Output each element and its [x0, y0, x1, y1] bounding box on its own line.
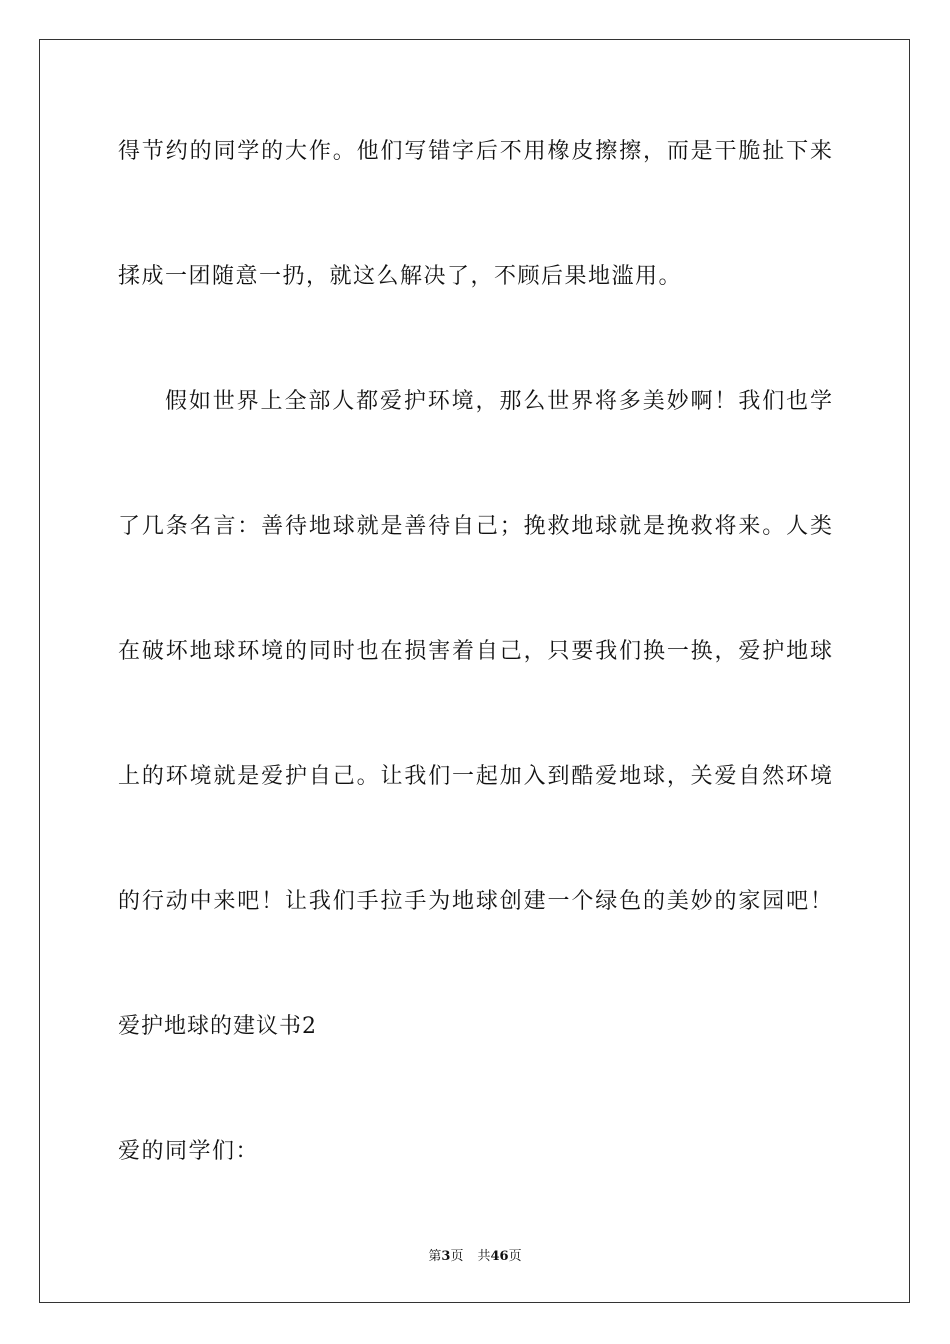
page-suffix: 页 — [450, 1249, 464, 1264]
paragraph-line-5: 在破坏地球环境的同时也在损害着自己，只要我们换一换，爱护地球 — [118, 639, 832, 664]
paragraph-line-7: 的行动中来吧！让我们手拉手为地球创建一个绿色的美妙的家园吧！ — [118, 889, 832, 914]
page-footer — [0, 1248, 950, 1266]
page-border — [39, 39, 910, 1303]
salutation: 爱的同学们： — [118, 1139, 260, 1164]
paragraph-line-4: 了几条名言：善待地球就是善待自己；挽救地球就是挽救将来。人类 — [118, 514, 832, 539]
page-number: 3 — [441, 1249, 451, 1264]
paragraph-line-6: 上的环境就是爱护自己。让我们一起加入到酷爱地球，关爱自然环境 — [118, 764, 832, 789]
paragraph-line-2: 揉成一团随意一扔，就这么解决了，不顾后果地滥用。 — [118, 264, 683, 289]
paragraph-line-1: 得节约的同学的大作。他们写错字后不用橡皮擦擦，而是干脆扯下来 — [118, 139, 832, 164]
paragraph-line-3: 假如世界上全部人都爱护环境，那么世界将多美妙啊！我们也学 — [165, 389, 832, 414]
total-pages: 46 — [490, 1249, 509, 1264]
total-suffix: 页 — [508, 1249, 522, 1264]
total-prefix: 共 — [477, 1249, 491, 1264]
section-heading: 爱护地球的建议书2 — [118, 1014, 317, 1039]
page-prefix: 第 — [428, 1249, 442, 1264]
